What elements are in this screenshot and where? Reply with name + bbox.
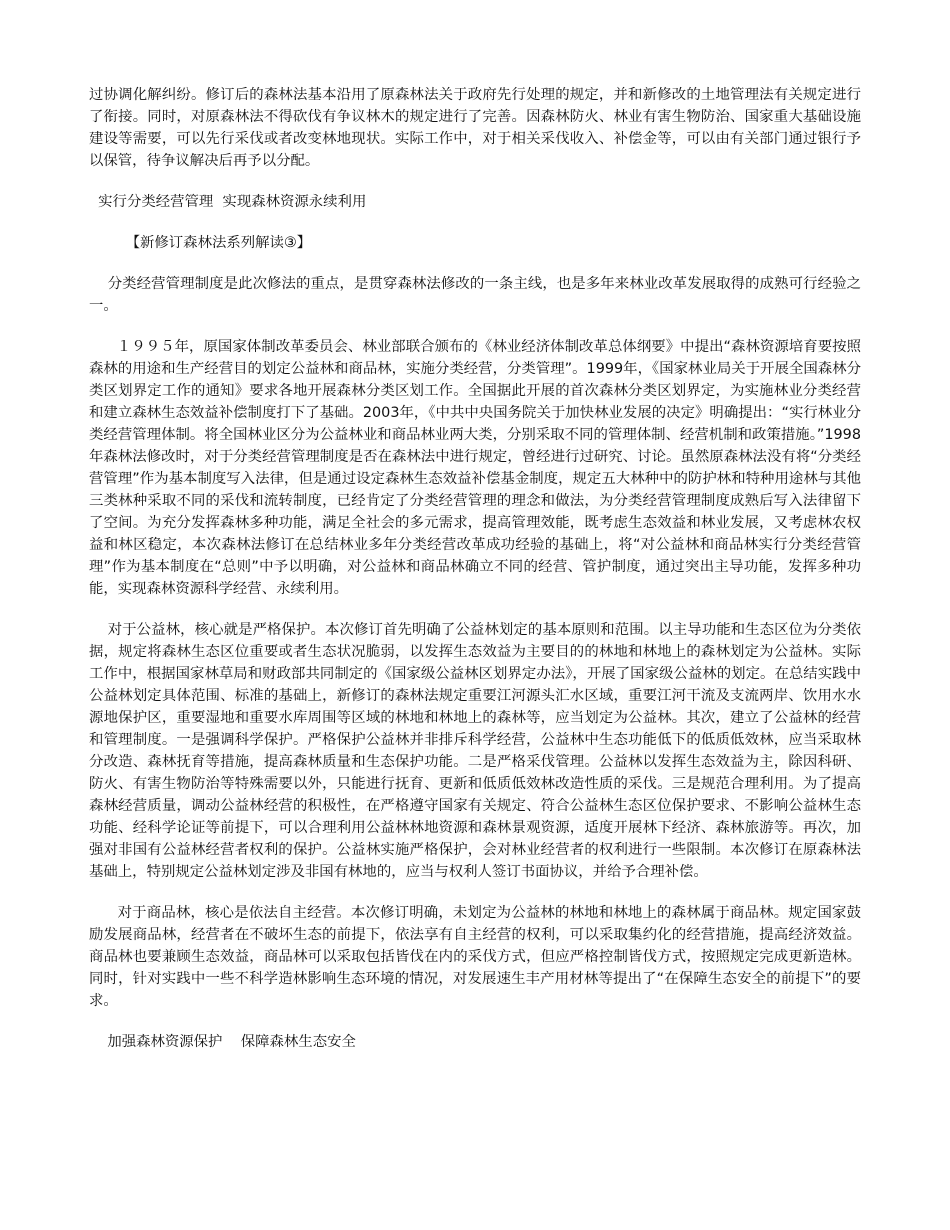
paragraph-intro: 分类经营管理制度是此次修法的重点，是贯穿森林法修改的一条主线，也是多年来林业改革发展取得的成熟可行经验之一。 xyxy=(89,276,861,314)
paragraph-public-welfare-forest: 对于公益林，核心就是严格保护。本次修订首先明确了公益林划定的基本原则和范围。以主导功能和生态区位为分类依据，规定将森林生态区位重要或者生态状况脆弱，以发挥生态效益为主要目的的林地和林地上的森林划定为公益林。实际工作中，根据国家林草局和财政部共同制定的《国家级公益林区划界定办法》，开展了国家级公益林的划定。在总结实践中公益林划定具体范围、标准的基础上，新修订的森林法规定重要江河源头汇水区域，重要江河干流及支流两岸、饮用水水源地保护区，重要湿地和重要水库周围等区域的林地和林地上的森林等，应当划定为公益林。其次，建立了公益林的经营和管理制度。一是强调科学保护。严格保护公益林并非排斥科学经营，公益林中生态功能低下的低质低效林，应当采取林分改造、森林抚育等措施，提高森林质量和生态保护功能。二是严格采伐管理。公益林以发挥生态效益为主，除因科研、防火、有害生物防治等特殊需要以外，只能进行抚育、更新和低质低效林改造性质的采伐。三是规范合理利用。为了提高森林经营质量，调动公益林经营的积极性，在严格遵守国家有关规定、符合公益林生态区位保护要求、不影响公益林生态功能、经科学论证等前提下，可以合理利用公益林林地资源和森林景观资源，适度开展林下经济、森林旅游等。再次，加强对非国有公益林经营者权利的保护。公益林实施严格保护，会对林业经营者的权利进行一些限制。本次修订在原森林法基础上，特别规定公益林划定涉及非国有林地的，应当与权利人签订书面协议，并给予合理补偿。 xyxy=(89,622,861,880)
section-heading-forest-protection: 加强森林资源保护 保障森林生态安全 xyxy=(89,1034,356,1050)
section-heading-classified-management: 实行分类经营管理 实现森林资源永续利用 xyxy=(89,194,367,210)
paragraph-land-dispute: 过协调化解纠纷。修订后的森林法基本沿用了原森林法关于政府先行处理的规定，并和新修改的土地管理法有关规定进行了衔接。同时，对原森林法不得砍伐有争议林木的规定进行了完善。因森林防火、林业有害生物防治、国家重大基础设施建设等需要，可以先行采伐或者改变林地现状。实际工作中，对于相关采伐收入、补偿金等，可以由有关部门通过银行予以保管，待争议解决后再予以分配。 xyxy=(89,87,861,169)
paragraph-history: １９９５年，原国家体制改革委员会、林业部联合颁布的《林业经济体制改革总体纲要》中提出“森林资源培育要按照森林的用途和生产经营目的划定公益林和商品林，实施分类经营，分类管理”。1999年，《国家林业局关于开展全国森林分类区划界定工作的通知》要求各地开展森林分类区划工作。全国据此开展的首次森林分类区划界定，为实施林业分类经营和建立森林生态效益补偿制度打下了基础。2003年，《中共中央国务院关于加快林业发展的决定》明确提出：“实行林业分类经营管理体制。将全国林业区分为公益林业和商品林业两大类，分别采取不同的管理体制、经营机制和政策措施。”1998年森林法修改时，对于分类经营管理制度是否在森林法中进行规定，曾经进行过研究、讨论。虽然原森林法没有将“分类经营管理”作为基本制度写入法律，但是通过设定森林生态效益补偿基金制度，规定五大林种中的防护林和特种用途林与其他三类林种采取不同的采伐和流转制度，已经肯定了分类经营管理的理念和做法，为分类经营管理制度成熟后写入法律留下了空间。为充分发挥森林多种功能，满足全社会的多元需求，提高管理效能，既考虑生态效益和林业发展，又考虑林农权益和林区稳定，本次森林法修订在总结林业多年分类经营改革成功经验的基础上，将“对公益林和商品林实行分类经营管理”作为基本制度在“总则”中予以明确，对公益林和商品林确立不同的经营、管护制度，通过突出主导功能，发挥多种功能，实现森林资源科学经营、永续利用。 xyxy=(89,339,861,597)
series-subtitle: 【新修订森林法系列解读③】 xyxy=(89,235,312,251)
document-page xyxy=(89,84,861,1053)
paragraph-commercial-forest: 对于商品林，核心是依法自主经营。本次修订明确，未划定为公益林的林地和林地上的森林属于商品林。规定国家鼓励发展商品林，经营者在不破坏生态的前提下，依法享有自主经营的权利，可以采取集约化的经营措施，提高经济效益。商品林也要兼顾生态效益，商品林可以采取包括皆伐在内的采伐方式，但应严格控制皆伐方式，按照规定完成更新造林。同时，针对实践中一些不科学造林影响生态环境的情况，对发展速生丰产用材林等提出了“在保障生态安全的前提下”的要求。 xyxy=(89,905,861,1009)
